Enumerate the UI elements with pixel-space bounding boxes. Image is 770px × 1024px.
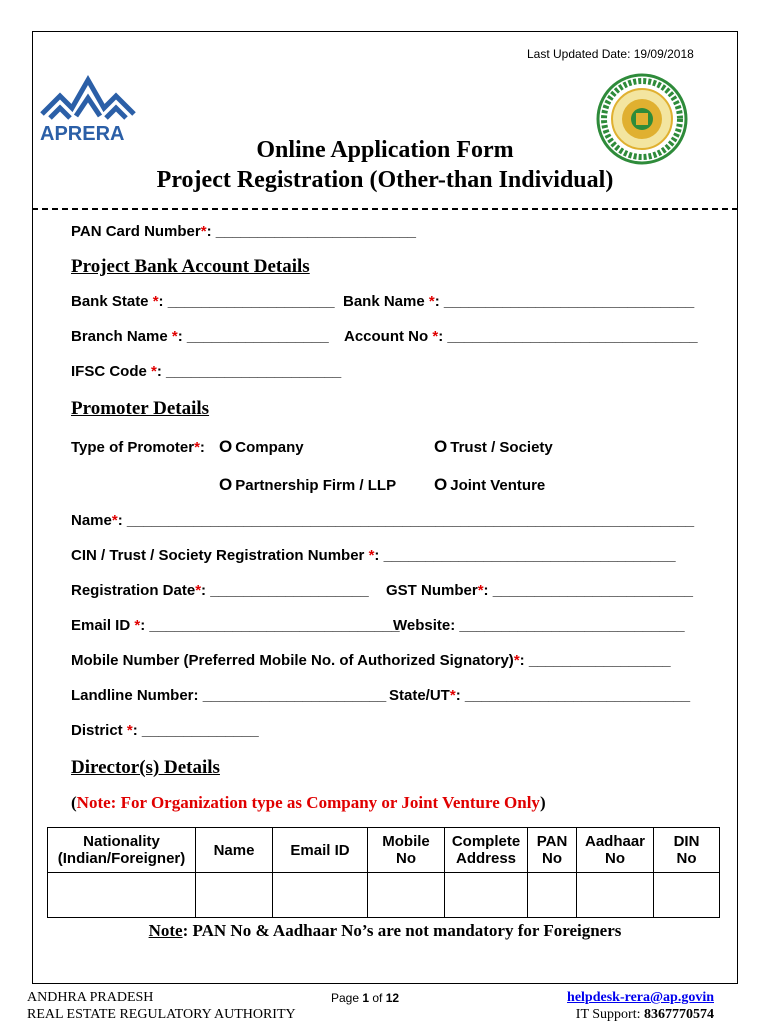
cell-din[interactable] — [654, 873, 720, 918]
district-field — [71, 722, 259, 739]
district-blank[interactable]: ______________ — [141, 722, 259, 739]
header-line: Address — [455, 850, 517, 867]
it-support — [576, 1007, 714, 1023]
district-label: District — [71, 722, 127, 739]
cin-field — [71, 547, 676, 564]
bank-state-field — [71, 293, 335, 310]
column-header-din — [654, 828, 720, 873]
radio-company[interactable] — [219, 437, 304, 457]
header-line: Email ID — [290, 841, 350, 859]
mobile-number-label: Mobile Number (Preferred Mobile No. of Authorized Signatory) — [71, 652, 514, 669]
bank-section-heading: Project Bank Account Details — [71, 256, 310, 277]
branch-name-field — [71, 328, 329, 345]
required-marker: * — [126, 722, 133, 739]
column-header-name — [196, 828, 273, 873]
directors-table — [47, 827, 720, 918]
promoter-section-heading: Promoter Details — [71, 398, 210, 419]
aprera-logo — [38, 72, 138, 147]
account-no-field — [344, 328, 698, 345]
radio-circle-icon: O — [219, 475, 233, 494]
ifsc-code-field — [71, 363, 341, 380]
radio-partnership-firm-label: Partnership Firm / LLP — [235, 477, 397, 494]
state-ut-field — [389, 687, 690, 704]
branch-name-label: Branch Name — [71, 328, 172, 345]
email-id-field — [71, 617, 400, 634]
required-marker: * — [368, 547, 375, 564]
colon: : — [374, 547, 384, 564]
account-no-blank[interactable]: ______________________________ — [447, 328, 698, 345]
directors-table-header-row — [48, 828, 720, 873]
cell-email[interactable] — [273, 873, 368, 918]
registration-date-field — [71, 582, 369, 599]
mobile-number-blank[interactable]: _________________ — [528, 652, 671, 669]
required-marker: * — [200, 223, 207, 240]
ifsc-code-blank[interactable]: _____________________ — [166, 363, 342, 380]
colon: : — [132, 722, 142, 739]
footnote-label: Note — [148, 921, 183, 940]
website-field — [393, 617, 685, 634]
bank-state-label: Bank State — [71, 293, 153, 310]
landline-number-blank[interactable]: ______________________ — [202, 687, 387, 704]
required-marker: * — [432, 328, 439, 345]
colon: : — [140, 617, 150, 634]
column-header-aadhaar — [577, 828, 654, 873]
ifsc-code-label: IFSC Code — [71, 363, 152, 380]
required-marker: * — [151, 363, 157, 380]
it-support-label: IT Support: — [575, 1007, 644, 1022]
total-pages: 12 — [385, 991, 400, 1005]
cell-name[interactable] — [196, 873, 273, 918]
column-header-email — [273, 828, 368, 873]
column-header-mobile — [368, 828, 445, 873]
colon: : — [177, 328, 187, 345]
pan-card-blank[interactable]: ________________________ — [215, 223, 416, 240]
aprera-logo-text: APRERA — [40, 123, 125, 145]
website-blank[interactable]: ___________________________ — [459, 617, 685, 634]
header-line: Aadhaar — [584, 833, 646, 850]
last-updated-date: Last Updated Date: 19/09/2018 — [527, 47, 694, 61]
cell-aadhaar[interactable] — [577, 873, 654, 918]
header-line: Name — [213, 841, 255, 859]
directors-note-text: Note: For Organization type as Company or Joint Venture Only — [76, 793, 540, 812]
note-paren-open: ( — [71, 793, 77, 812]
aprera-logo-mark-icon — [38, 72, 138, 147]
bank-state-blank[interactable]: ____________________ — [167, 293, 335, 310]
radio-company-label: Company — [235, 439, 304, 456]
footnote-text: : PAN No & Aadhaar No’s are not mandatory for Foreigners — [182, 921, 622, 940]
radio-circle-icon: O — [219, 437, 233, 456]
column-header-pan — [528, 828, 577, 873]
required-marker: * — [195, 582, 202, 599]
cell-address[interactable] — [445, 873, 528, 918]
required-marker: * — [111, 512, 118, 529]
colon: : — [158, 293, 168, 310]
page-number — [331, 991, 399, 1005]
promoter-name-blank[interactable]: ____________________________________________________________________ — [126, 512, 695, 529]
dashed-divider — [32, 208, 738, 210]
colon: : — [206, 223, 216, 240]
header-line: No — [605, 850, 625, 867]
colon: : — [483, 582, 493, 599]
required-marker: * — [428, 293, 435, 310]
landline-number-label: Landline Number: — [71, 687, 203, 704]
colon: : — [438, 328, 448, 345]
radio-trust-society-label: Trust / Society — [450, 439, 553, 456]
header-line: No — [396, 850, 416, 867]
bank-name-blank[interactable]: ______________________________ — [443, 293, 695, 310]
gst-number-field — [386, 582, 693, 599]
header-line: Complete — [451, 833, 521, 850]
website-label: Website: — [393, 617, 460, 634]
mobile-number-field — [71, 652, 671, 669]
directors-note — [71, 793, 546, 813]
column-header-address — [445, 828, 528, 873]
required-marker: * — [194, 439, 200, 456]
it-support-phone: 8367770574 — [644, 1007, 714, 1022]
cell-mobile[interactable] — [368, 873, 445, 918]
page-prefix: Page — [331, 991, 363, 1005]
promoter-name-label: Name — [71, 512, 112, 529]
header-line: No — [676, 850, 697, 867]
required-marker: * — [513, 652, 520, 669]
header-line: (Indian/Foreigner) — [57, 850, 186, 867]
form-subtitle: Project Registration (Other-than Individual) — [156, 167, 614, 193]
column-header-nationality — [48, 828, 196, 873]
directors-section-heading: Director(s) Details — [71, 757, 220, 778]
radio-trust-society[interactable] — [434, 437, 553, 457]
registration-date-label: Registration Date — [71, 582, 196, 599]
footer-org-line1: ANDHRA PRADESH — [27, 990, 154, 1005]
gst-number-label: GST Number — [386, 582, 478, 599]
colon: : — [455, 687, 465, 704]
header-line: Mobile — [382, 833, 430, 850]
foreigners-footnote — [0, 921, 770, 941]
state-ut-blank[interactable]: ___________________________ — [464, 687, 691, 704]
radio-joint-venture-label: Joint Venture — [450, 477, 546, 494]
form-title: Online Application Form — [256, 137, 514, 163]
footer-org-line2: REAL ESTATE REGULATORY AUTHORITY — [27, 1007, 296, 1022]
promoter-name-field — [71, 512, 694, 529]
bank-name-field — [343, 293, 694, 310]
radio-partnership-firm[interactable] — [219, 475, 396, 495]
page-mid: of — [369, 991, 386, 1005]
colon: : — [519, 652, 529, 669]
radio-circle-icon: O — [434, 475, 448, 494]
state-ut-label: State/UT — [389, 687, 450, 704]
header-line: Nationality — [83, 833, 160, 850]
account-no-label: Account No — [344, 328, 433, 345]
cin-blank[interactable]: ___________________________________ — [383, 547, 676, 564]
radio-joint-venture[interactable] — [434, 475, 545, 495]
colon: : — [201, 582, 211, 599]
promoter-type-text: Type of Promoter — [71, 439, 195, 456]
cell-pan[interactable] — [528, 873, 577, 918]
pan-card-field — [71, 223, 416, 240]
email-id-label: Email ID — [71, 617, 135, 634]
pan-card-label: PAN Card Number — [71, 223, 201, 240]
colon: : — [156, 363, 167, 380]
bank-name-label: Bank Name — [343, 293, 429, 310]
required-marker: * — [477, 582, 484, 599]
required-marker: * — [449, 687, 456, 704]
header-line: No — [542, 850, 562, 867]
header-line: PAN — [536, 833, 568, 850]
radio-circle-icon: O — [434, 437, 448, 456]
directors-table-row — [48, 873, 720, 918]
landline-number-field — [71, 687, 386, 704]
required-marker: * — [152, 293, 159, 310]
email-id-blank[interactable]: ______________________________ — [149, 617, 400, 634]
cin-label: CIN / Trust / Society Registration Number — [71, 547, 369, 564]
helpdesk-email-link[interactable]: helpdesk-rera@ap.govin — [567, 990, 714, 1005]
required-marker: * — [171, 328, 178, 345]
current-page: 1 — [362, 991, 370, 1005]
registration-date-blank[interactable]: ___________________ — [210, 582, 369, 599]
colon: : — [434, 293, 444, 310]
note-paren-close: ) — [539, 793, 546, 812]
cell-nationality[interactable] — [48, 873, 196, 918]
colon: : — [117, 512, 127, 529]
required-marker: * — [134, 617, 141, 634]
promoter-type-label — [71, 439, 205, 456]
colon: : — [199, 439, 205, 456]
gst-number-blank[interactable]: ________________________ — [492, 582, 693, 599]
branch-name-blank[interactable]: _________________ — [186, 328, 329, 345]
header-line: DIN — [673, 833, 700, 850]
